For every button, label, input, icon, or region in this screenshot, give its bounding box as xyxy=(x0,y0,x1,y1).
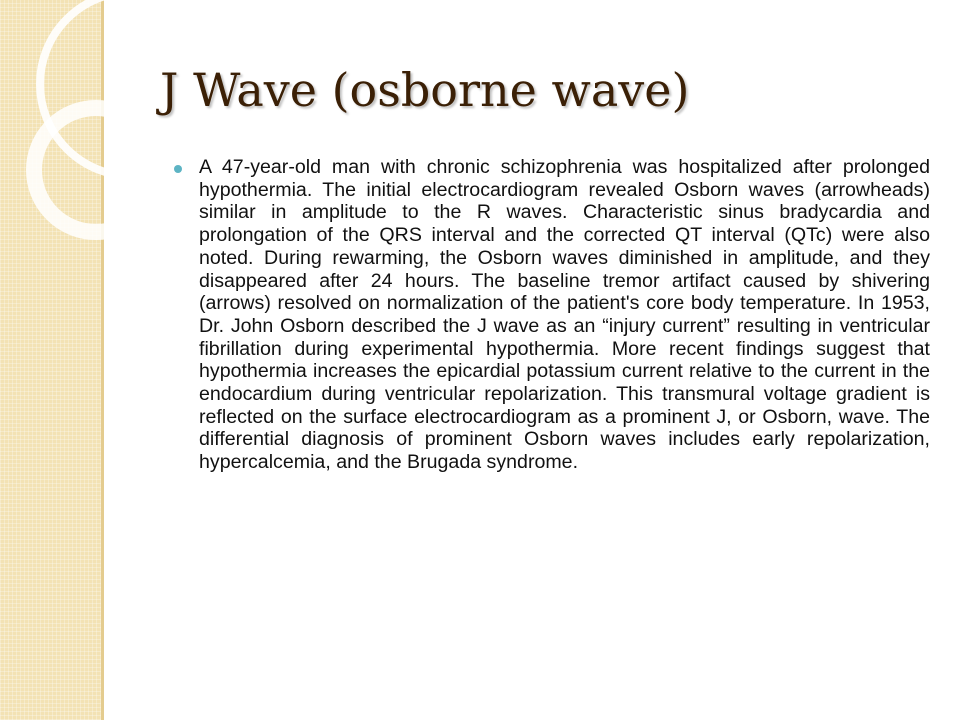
bullet-text: A 47-year-old man with chronic schizophrenia was hospitalized after prolonged hypothermia. The initial electrocardiogram revealed Osborn waves (arrowheads) similar in amplitude to the R waves. Characteristic sinus bradycardia and prolongation of the QRS interval and the corrected QT interval (QTc) were also noted. During rewarming, the Osborn waves diminished in amplitude, and they disappeared after 24 hours. The baseline tremor artifact caused by shivering (arrows) resolved on normalization of the patient's core body temperature. In 1953, Dr. John Osborn described the J wave as an “injury current” resulting in ventricular fibrillation during experimental hypothermia. More recent findings suggest that hypothermia increases the epicardial potassium current relative to the current in the endocardium during ventricular repolarization. This transmural voltage gradient is reflected on the surface electrocardiogram as a prominent J, or Osborn, wave. The differential diagnosis of prominent Osborn waves includes early repolarization, hypercalcemia, and the Brugada syndrome. xyxy=(199,156,930,474)
bullet-list xyxy=(174,156,930,474)
bullet-icon xyxy=(174,165,182,173)
bullet-item xyxy=(174,156,930,474)
decorative-side-band xyxy=(0,0,104,720)
slide-title: J Wave (osborne wave) xyxy=(160,63,690,117)
